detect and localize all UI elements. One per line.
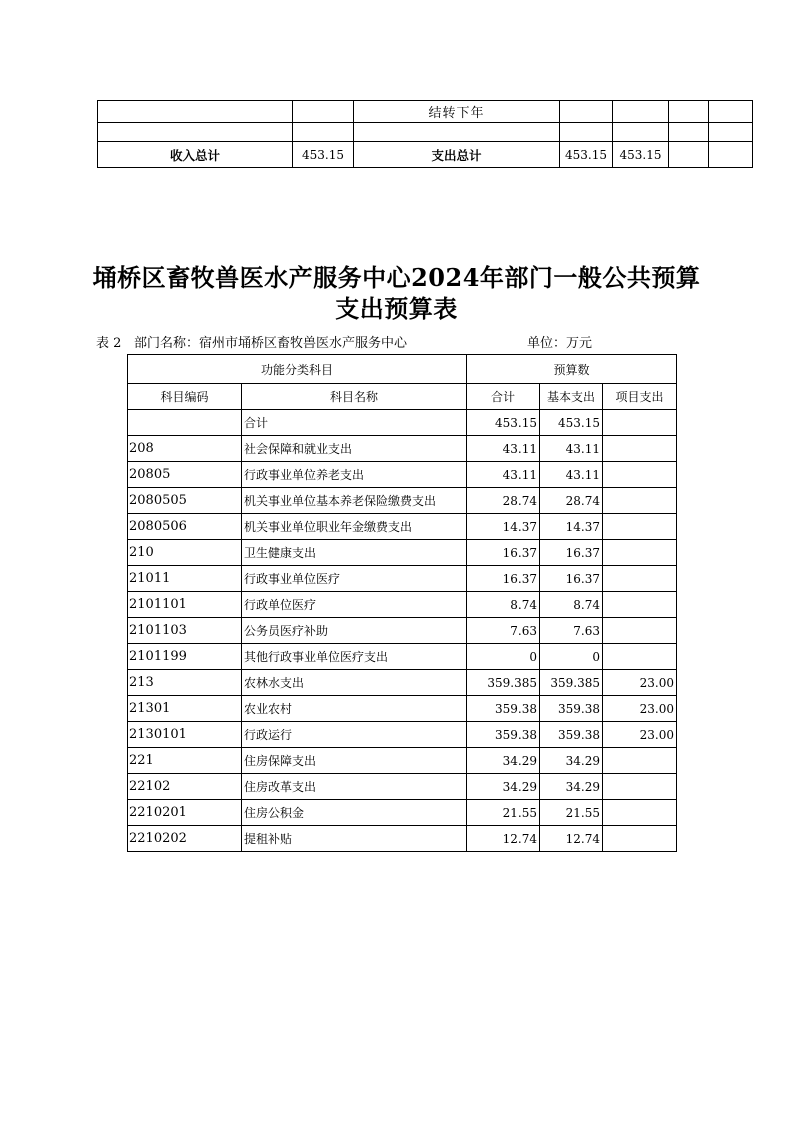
cell-name: 住房保障支出 [242, 748, 467, 774]
page-title-line-1: 埇桥区畜牧兽医水产服务中心2024年部门一般公共预算 [92, 263, 701, 292]
cell-project [603, 566, 677, 592]
blank-row [98, 123, 753, 142]
cell-name: 行政事业单位医疗 [242, 566, 467, 592]
cell-basic: 28.74 [540, 488, 603, 514]
table-row [128, 514, 677, 540]
cell-code: 2101199 [128, 644, 242, 670]
department-name: 部门名称：宿州市埇桥区畜牧兽医水产服务中心 [134, 336, 408, 351]
code-header: 科目编码 [128, 384, 242, 410]
cell-code: 22102 [128, 774, 242, 800]
cell-project [603, 748, 677, 774]
cell-code: 20805 [128, 462, 242, 488]
table-row [128, 670, 677, 696]
cell-project [603, 410, 677, 436]
cell-basic: 8.74 [540, 592, 603, 618]
cell-total: 453.15 [467, 410, 540, 436]
cell-project: 23.00 [603, 722, 677, 748]
cell-name: 农业农村 [242, 696, 467, 722]
expense-total-label: 支出总计 [354, 142, 560, 168]
cell-name: 农林水支出 [242, 670, 467, 696]
cell-name: 行政事业单位养老支出 [242, 462, 467, 488]
cell-name: 行政单位医疗 [242, 592, 467, 618]
budget-amount-header: 预算数 [467, 355, 677, 384]
cell-code: 2101103 [128, 618, 242, 644]
cell-basic: 0 [540, 644, 603, 670]
table-row [128, 696, 677, 722]
table-row [128, 462, 677, 488]
cell-project [603, 644, 677, 670]
expense-total-value-2: 453.15 [613, 142, 669, 168]
cell-project [603, 592, 677, 618]
table-row [128, 488, 677, 514]
table-row [128, 540, 677, 566]
cell-total: 43.11 [467, 436, 540, 462]
cell-project [603, 540, 677, 566]
cell-project [603, 826, 677, 852]
cell-code: 2210202 [128, 826, 242, 852]
cell-code: 208 [128, 436, 242, 462]
cell-basic: 16.37 [540, 566, 603, 592]
cell-basic: 34.29 [540, 774, 603, 800]
table-number: 表 2 [96, 336, 122, 351]
cell-total: 34.29 [467, 748, 540, 774]
cell-basic: 453.15 [540, 410, 603, 436]
cell-name: 机关事业单位职业年金缴费支出 [242, 514, 467, 540]
cell-code: 21301 [128, 696, 242, 722]
income-total-label: 收入总计 [98, 142, 293, 168]
cell-basic: 359.38 [540, 696, 603, 722]
header-row-2 [128, 384, 677, 410]
cell-name: 合计 [242, 410, 467, 436]
cell-project [603, 488, 677, 514]
cell-basic: 16.37 [540, 540, 603, 566]
cell-name: 提租补贴 [242, 826, 467, 852]
cell-basic: 359.385 [540, 670, 603, 696]
cell-total: 28.74 [467, 488, 540, 514]
table-row [128, 566, 677, 592]
budget-expenditure-table [127, 354, 677, 852]
table-row [128, 748, 677, 774]
previous-table-fragment [97, 100, 753, 168]
cell-name: 社会保障和就业支出 [242, 436, 467, 462]
total-header: 合计 [467, 384, 540, 410]
income-total-value: 453.15 [293, 142, 354, 168]
cell-total: 21.55 [467, 800, 540, 826]
cell-basic: 21.55 [540, 800, 603, 826]
cell-project: 23.00 [603, 670, 677, 696]
cell-total: 359.38 [467, 722, 540, 748]
cell-code: 2101101 [128, 592, 242, 618]
cell-name: 公务员医疗补助 [242, 618, 467, 644]
cell-project [603, 618, 677, 644]
cell-name: 住房改革支出 [242, 774, 467, 800]
carry-forward-row [98, 101, 753, 123]
cell-code: 213 [128, 670, 242, 696]
cell-total: 359.385 [467, 670, 540, 696]
cell-code: 2080506 [128, 514, 242, 540]
table-row [128, 436, 677, 462]
cell-total: 0 [467, 644, 540, 670]
cell-name: 行政运行 [242, 722, 467, 748]
cell-basic: 34.29 [540, 748, 603, 774]
table-row [128, 644, 677, 670]
cell-basic: 12.74 [540, 826, 603, 852]
table-row [128, 774, 677, 800]
table-row [128, 410, 677, 436]
cell-name: 住房公积金 [242, 800, 467, 826]
table-row [128, 826, 677, 852]
cell-basic: 14.37 [540, 514, 603, 540]
cell-total: 7.63 [467, 618, 540, 644]
cell-basic: 43.11 [540, 436, 603, 462]
cell-total: 16.37 [467, 540, 540, 566]
cell-total: 34.29 [467, 774, 540, 800]
cell-basic: 7.63 [540, 618, 603, 644]
cell-code: 210 [128, 540, 242, 566]
carry-forward-label: 结转下年 [354, 101, 560, 123]
project-header: 项目支出 [603, 384, 677, 410]
cell-basic: 43.11 [540, 462, 603, 488]
cell-project [603, 774, 677, 800]
cell-project [603, 514, 677, 540]
page-title-line-2: 支出预算表 [335, 294, 458, 323]
table-row [128, 592, 677, 618]
cell-total: 14.37 [467, 514, 540, 540]
cell-name: 卫生健康支出 [242, 540, 467, 566]
cell-total: 16.37 [467, 566, 540, 592]
cell-project: 23.00 [603, 696, 677, 722]
cell-code: 2130101 [128, 722, 242, 748]
cell-code [128, 410, 242, 436]
expense-total-value-1: 453.15 [560, 142, 613, 168]
budget-table-body [128, 410, 677, 852]
cell-total: 8.74 [467, 592, 540, 618]
name-header: 科目名称 [242, 384, 467, 410]
cell-project [603, 800, 677, 826]
table-row [128, 618, 677, 644]
grand-total-row [98, 142, 753, 168]
basic-header: 基本支出 [540, 384, 603, 410]
cell-total: 43.11 [467, 462, 540, 488]
cell-code: 21011 [128, 566, 242, 592]
header-row-1 [128, 355, 677, 384]
function-category-header: 功能分类科目 [128, 355, 467, 384]
cell-name: 其他行政事业单位医疗支出 [242, 644, 467, 670]
table-row [128, 800, 677, 826]
table-row [128, 722, 677, 748]
cell-project [603, 462, 677, 488]
cell-total: 359.38 [467, 696, 540, 722]
cell-basic: 359.38 [540, 722, 603, 748]
cell-project [603, 436, 677, 462]
cell-code: 221 [128, 748, 242, 774]
cell-total: 12.74 [467, 826, 540, 852]
cell-code: 2080505 [128, 488, 242, 514]
cell-code: 2210201 [128, 800, 242, 826]
unit-label: 单位：万元 [527, 336, 593, 351]
cell-name: 机关事业单位基本养老保险缴费支出 [242, 488, 467, 514]
